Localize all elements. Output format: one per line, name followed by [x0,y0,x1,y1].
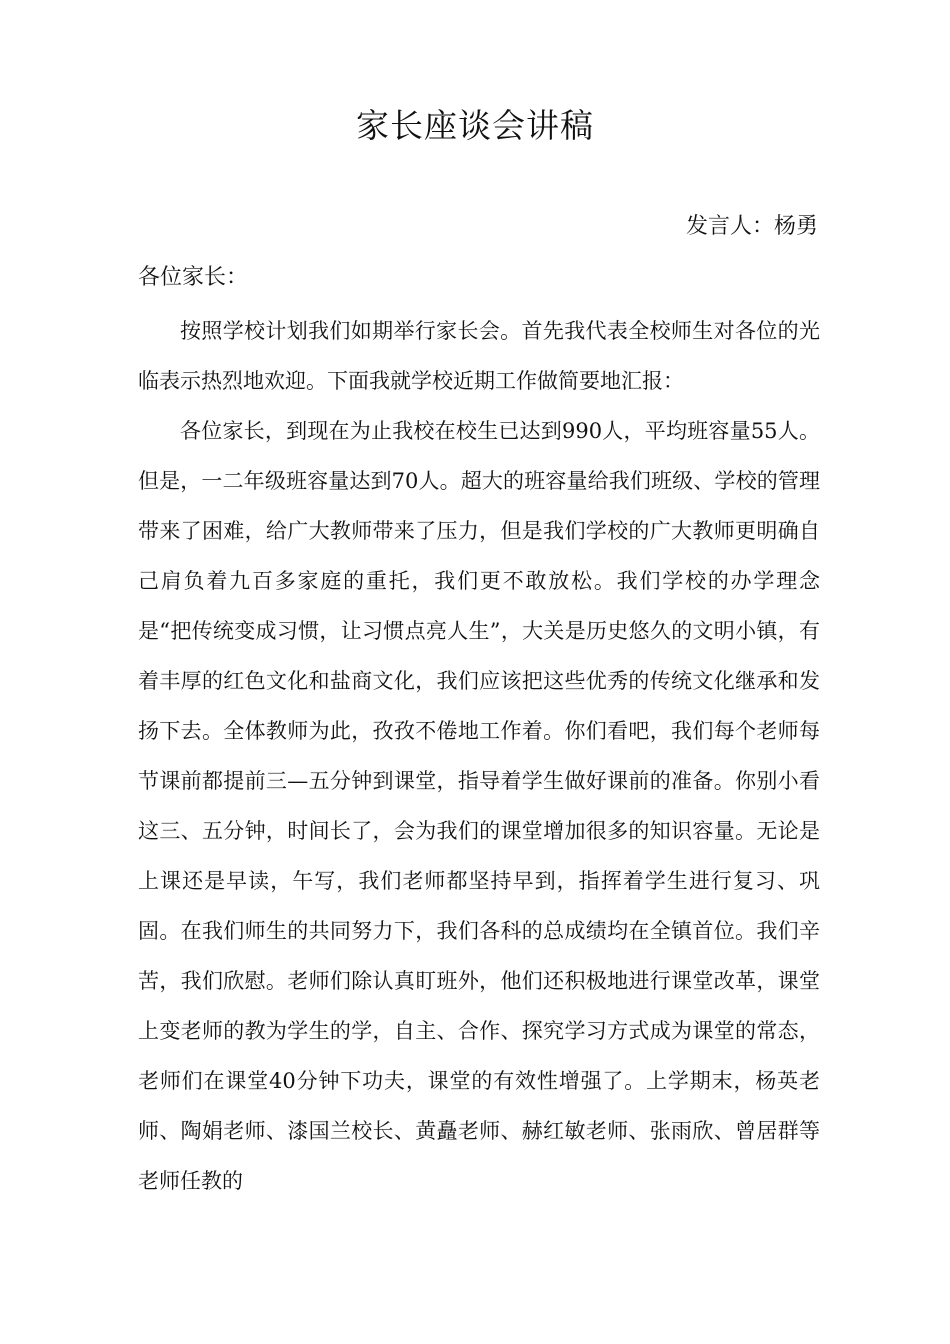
document-title: 家长座谈会讲稿 [356,106,594,145]
salutation: 各位家长： [138,265,249,290]
paragraph-intro: 按照学校计划我们如期举行家长会。首先我代表全校师生对各位的光临表示热烈地欢迎。下面我就学校近期工作做简要地汇报： [138,319,820,393]
paragraph-report: 各位家长，到现在为止我校在校生已达到990人，平均班容量55人。但是，一二年级班容量达到70人。超大的班容量给我们班级、学校的管理带来了困难，给广大教师带来了压力，但是我们学校的广大教师更明确自己肩负着九百多家庭的重托，我们更不敢放松。我们学校的办学理念是“把传统变成习惯，让习惯点亮人生”，大关是历史悠久的文明小镇，有着丰厚的红色文化和盐商文化，我们应该把这些优秀的传统文化继承和发扬下去。全体教师为此，孜孜不倦地工作着。你们看吧，我们每个老师每节课前都提前三—五分钟到课堂，指导着学生做好课前的准备。你别小看这三、五分钟，时间长了，会为我们的课堂增加很多的知识容量。无论是上课还是早读，午写，我们老师都坚持早到，指挥着学生进行复习、巩固。在我们师生的共同努力下，我们各科的总成绩均在全镇首位。我们辛苦，我们欣慰。老师们除认真盯班外，他们还积极地进行课堂改革，课堂上变老师的教为学生的学，自主、合作、探究学习方式成为课堂的常态，老师们在课堂40分钟下功夫，课堂的有效性增强了。上学期末，杨英老师、陶娟老师、漆国兰校长、黄矗老师、赫红敏老师、张雨欣、曾居群等老师任教的 [138,419,820,1193]
speaker-line: 发言人：杨勇 [685,214,818,239]
